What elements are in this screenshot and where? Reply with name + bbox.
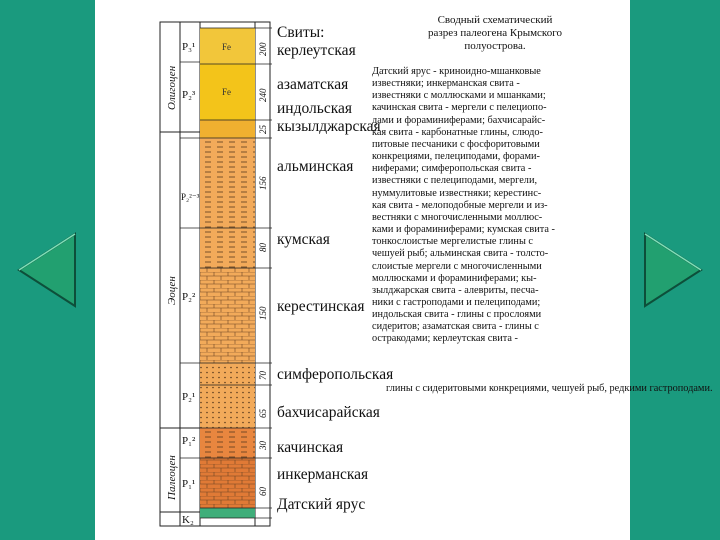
description-line: ками и фораминиферами; кумская свита -	[372, 224, 555, 236]
suite-label: кумская	[277, 231, 330, 248]
suite-label: симферопольская	[277, 366, 394, 383]
suite-label: индольская	[277, 100, 353, 117]
description-line: слоистые мергели с многочисленными	[372, 260, 542, 272]
suite-label: кызылджарская	[277, 118, 381, 135]
thickness-label: 25	[258, 125, 268, 134]
description-line: конкрециями, пелециподами, форами-	[372, 151, 540, 163]
description-line: питовые песчаники с фосфоритовыми	[372, 138, 540, 150]
description-line: зылджарская свита - алевриты, песча-	[372, 284, 539, 296]
description-line: известняки с моллюсками и мшанками;	[372, 90, 546, 102]
epoch-oligocene: Олигоцен	[166, 65, 178, 110]
description-line: известняки; инкерманская свита -	[372, 78, 520, 90]
description-line: качинская свита - мергели с пелециопо-	[372, 102, 547, 114]
thickness-label: 70	[258, 371, 268, 380]
suite-label: керестинская	[277, 298, 365, 315]
thickness-label: 60	[258, 487, 268, 496]
thickness-label: 156	[258, 176, 268, 190]
epoch-paleocene: Палеоцен	[166, 455, 178, 500]
index-p23: P₂³	[182, 89, 196, 101]
index-k2: K₂	[182, 514, 194, 526]
description-line: индольская свита - глины с прослоями	[372, 309, 542, 321]
suite-label: Датский ярус	[277, 496, 366, 513]
description-line: нуммулитовые известняки; керестинс-	[372, 187, 542, 199]
thickness-label: 30	[258, 441, 268, 450]
index-p21: P₂¹	[182, 391, 196, 403]
description-text	[372, 66, 597, 346]
suite-label: качинская	[277, 439, 344, 456]
thickness-label: 240	[258, 88, 268, 102]
section-title: Сводный схематический разрез палеогена Крымского полуострова.	[428, 14, 562, 52]
description-line: остракодами; керлеутская свита -	[372, 333, 518, 345]
description-line: кая свита - мелоподобные мергели и из-	[372, 199, 548, 211]
suite-label: инкерманская	[277, 466, 369, 483]
suite-label: керлеутская	[277, 42, 356, 59]
suite-label: азаматская	[277, 76, 349, 93]
fe-glyph: Fe	[222, 87, 231, 97]
index-p3: P₃¹	[182, 41, 196, 53]
description-line: чешуей рыб; альминская свита - толсто-	[372, 248, 549, 260]
index-p223: P₂²⁻³	[181, 192, 200, 202]
description-line: известняки с пелециподами, мергели,	[372, 175, 538, 187]
thickness-label: 150	[258, 306, 268, 320]
description-line: ники с гастроподами и пелециподами;	[372, 296, 541, 308]
suites-heading: Свиты:	[277, 24, 325, 41]
description-line: кая свита - карбонатные глины, слюдо-	[372, 126, 543, 138]
index-p22: P₂²	[182, 291, 196, 303]
suite-label: альминская	[277, 158, 354, 175]
fe-glyph: Fe	[222, 42, 231, 52]
description-line: моллюсками и фораминиферами; кы-	[372, 272, 537, 284]
description-tail: глины с сидеритовыми конкрециями, чешуей рыб, редкими гастроподами.	[386, 383, 713, 394]
thickness-label: 80	[258, 243, 268, 252]
description-line: дами и фораминиферами; бахчисарайс-	[372, 114, 546, 126]
description-line: тонкослоистые мергелистые глины с	[372, 236, 534, 248]
description-line: сидеритов; азаматская свита - глины с	[372, 321, 539, 333]
description-line: ниферами; симферопольская свита -	[372, 163, 532, 175]
index-p12: P₁²	[182, 435, 196, 447]
thickness-label: 65	[258, 409, 268, 418]
index-p11: P₁¹	[182, 478, 196, 490]
thickness-label: 200	[258, 42, 268, 56]
epoch-eocene: Эоцен	[166, 276, 178, 305]
description-line: вестняки с многочисленными моллюс-	[372, 211, 543, 223]
description-line: Датский ярус - криноидно-мшанковые	[372, 66, 541, 77]
suite-label: бахчисарайская	[277, 404, 380, 421]
